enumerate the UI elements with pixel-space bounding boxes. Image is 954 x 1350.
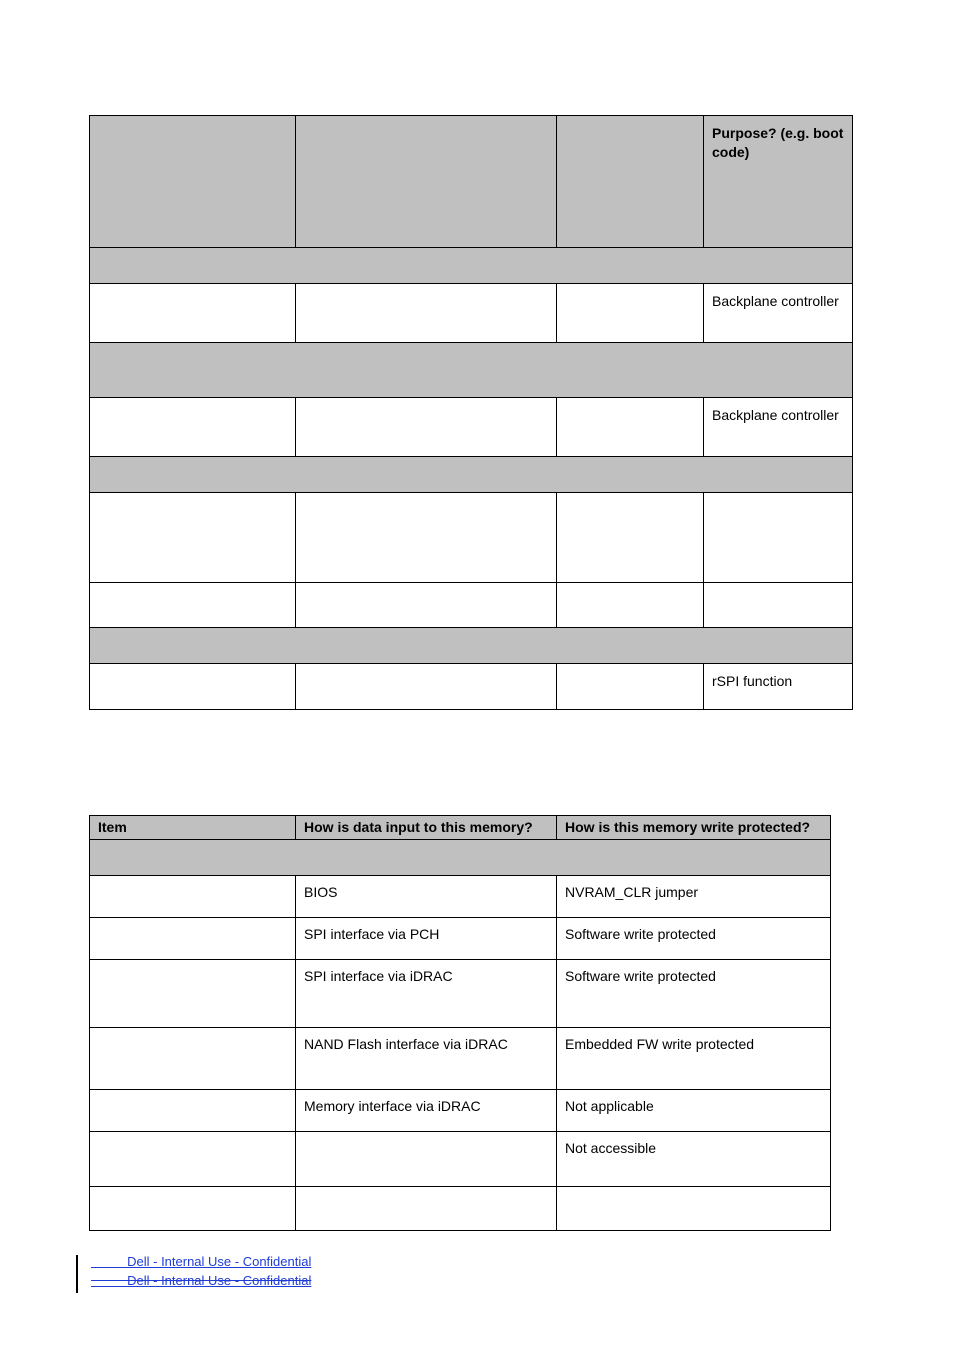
table-cell — [296, 284, 557, 343]
table-cell — [296, 664, 557, 710]
item-cell — [90, 1132, 296, 1187]
memory-write-protection-table — [89, 815, 831, 1231]
table-row — [90, 1187, 831, 1231]
table-cell — [90, 398, 296, 457]
table-cell — [557, 284, 704, 343]
protection-cell: Embedded FW write protected — [557, 1028, 831, 1090]
purpose-cell: Backplane controller — [704, 398, 853, 457]
table-row — [90, 1132, 831, 1187]
item-cell — [90, 960, 296, 1028]
section-row — [90, 457, 853, 493]
input-cell: BIOS — [296, 876, 557, 918]
memory-purpose-table — [89, 115, 853, 710]
item-cell — [90, 1187, 296, 1231]
purpose-cell: Backplane controller — [704, 284, 853, 343]
header-cell — [557, 116, 704, 248]
table-row — [90, 398, 853, 457]
purpose-cell — [704, 493, 853, 583]
input-cell — [296, 1187, 557, 1231]
footer-classification-deleted: Dell - Internal Use - Confidential — [91, 1273, 312, 1288]
table-cell — [557, 664, 704, 710]
section-cell — [90, 628, 853, 664]
table-header-row — [90, 816, 831, 840]
section-cell — [90, 248, 853, 284]
protection-cell: NVRAM_CLR jumper — [557, 876, 831, 918]
table-row — [90, 493, 853, 583]
table-row — [90, 284, 853, 343]
header-item: Item — [90, 816, 296, 840]
input-cell: SPI interface via PCH — [296, 918, 557, 960]
section-row — [90, 248, 853, 284]
table-row — [90, 583, 853, 628]
purpose-cell — [704, 583, 853, 628]
purpose-cell: rSPI function — [704, 664, 853, 710]
table-cell — [90, 664, 296, 710]
table-row — [90, 664, 853, 710]
table-row — [90, 876, 831, 918]
table-cell — [90, 493, 296, 583]
section-row — [90, 343, 853, 398]
change-bar — [76, 1255, 78, 1293]
header-input: How is data input to this memory? — [296, 816, 557, 840]
table-cell — [296, 583, 557, 628]
table-row — [90, 1028, 831, 1090]
section-cell — [90, 343, 853, 398]
table-row — [90, 918, 831, 960]
header-protection: How is this memory write protected? — [557, 816, 831, 840]
item-cell — [90, 1090, 296, 1132]
table-cell — [557, 493, 704, 583]
protection-cell: Software write protected — [557, 918, 831, 960]
input-cell — [296, 1132, 557, 1187]
table-row — [90, 1090, 831, 1132]
section-cell — [90, 457, 853, 493]
input-cell: NAND Flash interface via iDRAC — [296, 1028, 557, 1090]
table-cell — [90, 284, 296, 343]
table-cell — [557, 398, 704, 457]
table-cell — [296, 493, 557, 583]
header-cell — [296, 116, 557, 248]
protection-cell: Not applicable — [557, 1090, 831, 1132]
input-cell: SPI interface via iDRAC — [296, 960, 557, 1028]
header-cell — [90, 116, 296, 248]
protection-cell: Software write protected — [557, 960, 831, 1028]
table-cell — [296, 398, 557, 457]
table-row — [90, 960, 831, 1028]
header-purpose: Purpose? (e.g. boot code) — [704, 116, 853, 248]
protection-cell: Not accessible — [557, 1132, 831, 1187]
section-cell — [90, 840, 831, 876]
table-cell — [557, 583, 704, 628]
item-cell — [90, 876, 296, 918]
section-row — [90, 628, 853, 664]
table-cell — [90, 583, 296, 628]
input-cell: Memory interface via iDRAC — [296, 1090, 557, 1132]
item-cell — [90, 1028, 296, 1090]
section-row — [90, 840, 831, 876]
item-cell — [90, 918, 296, 960]
protection-cell — [557, 1187, 831, 1231]
footer-classification: Dell - Internal Use - Confidential — [91, 1254, 312, 1269]
table-header-row — [90, 116, 853, 248]
